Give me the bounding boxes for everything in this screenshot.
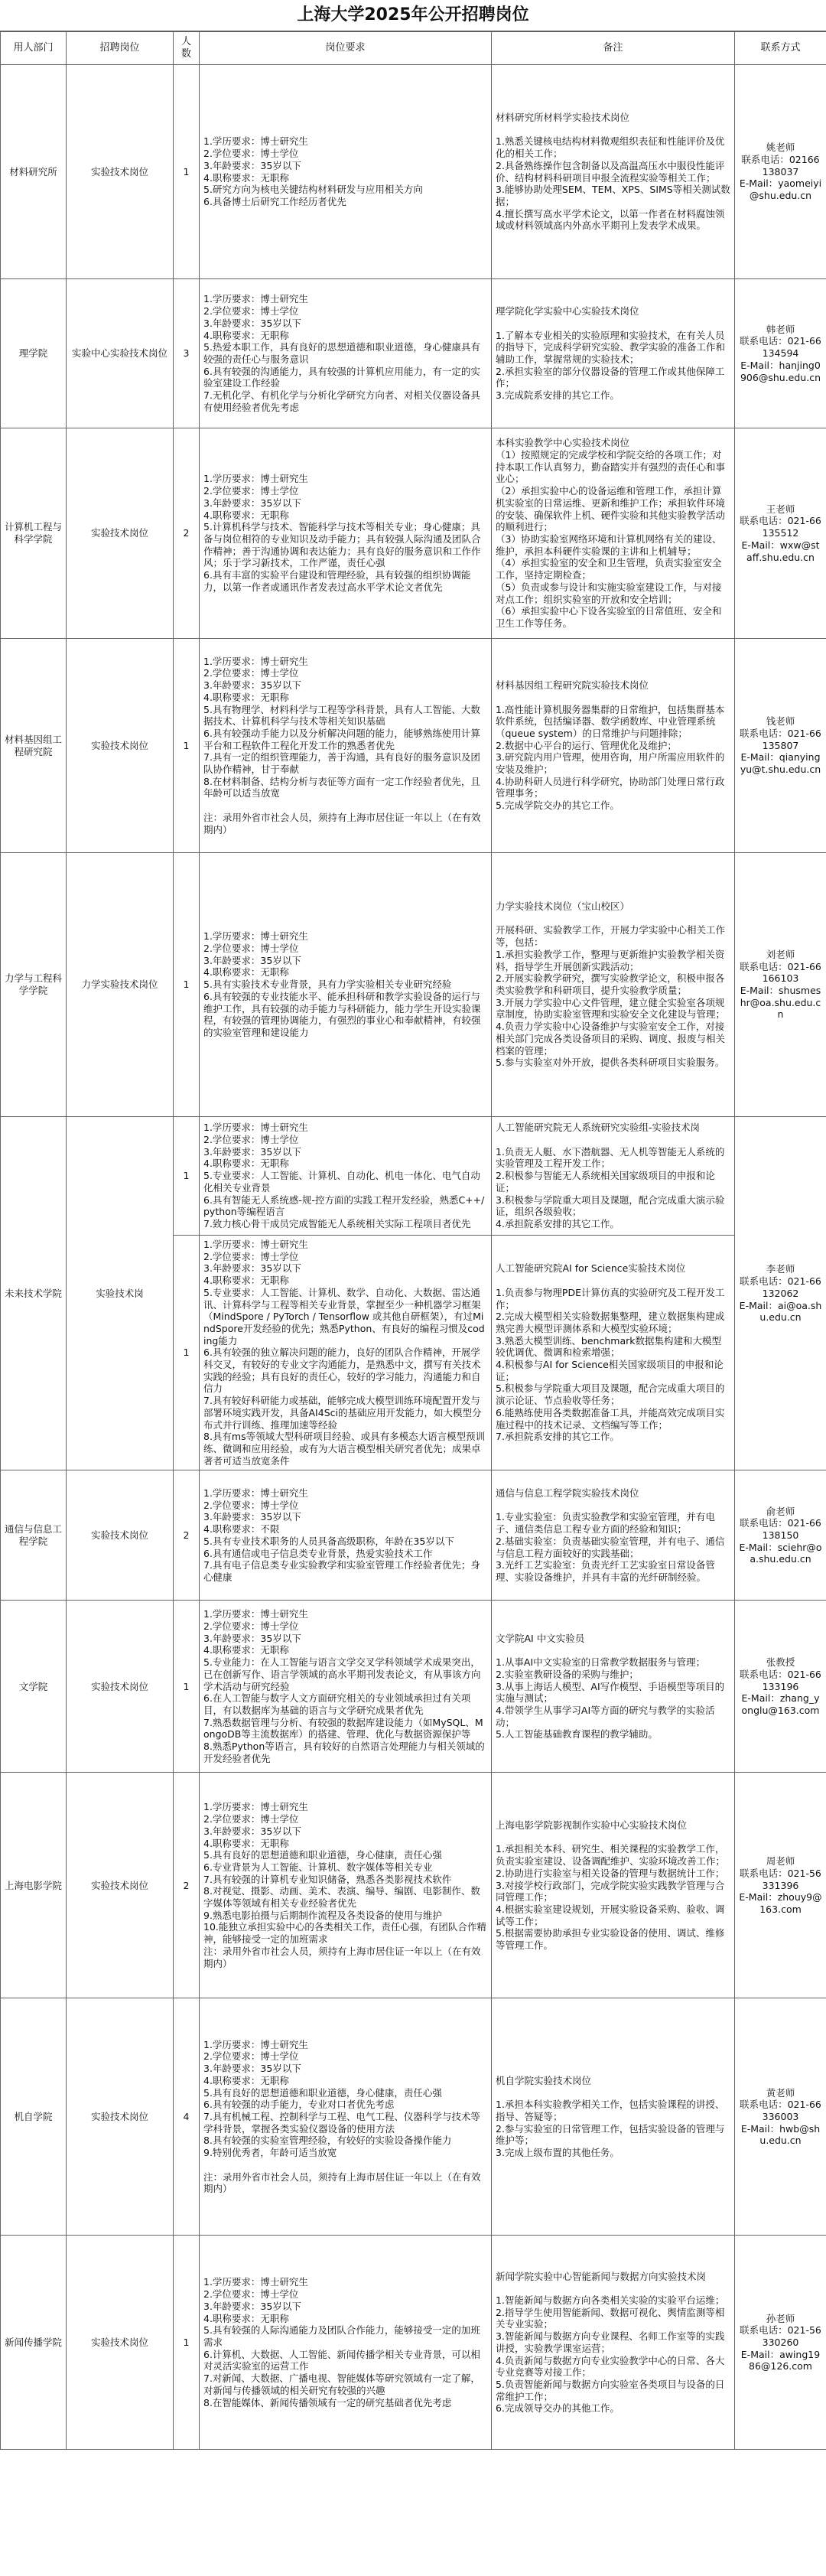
note-line: 人工智能研究院无人系统研究实验组-实验技术岗 — [496, 1122, 701, 1134]
requirement-line: 2.学位要求：博士学位 — [203, 667, 299, 679]
cell-notes — [492, 639, 735, 853]
note-line: （4）承担实验室的安全和卫生管理，负责实验室安全工作，坚持定期检查； — [496, 557, 722, 581]
note-line: 机自学院实验技术岗位 — [496, 2074, 592, 2086]
requirement-line: 3.年龄要求：35岁以下 — [203, 1145, 301, 1158]
note-line: 3.研究院内用户管理，使用咨询，用户所需应用软件的安装及维护； — [496, 751, 725, 776]
table-row — [1, 1601, 826, 1773]
requirement-line: 7.具有较强的计算机专业知识储备，熟悉各类影视技术软件 — [203, 1873, 452, 1885]
cell-requirements — [200, 65, 492, 279]
note-line: （2）承担实验中心的设备运维和管理工作，承担计算机实验室的日常运维、更新和维护工作；承担软件环境的安装、确保软件上机、硬件实验和其他实验教学活动的顺利进行； — [496, 485, 726, 533]
requirement-line: 5.计算机科学与技术、智能科学与技术等相关专业；身心健康；具备与岗位相符的专业知识及动手能力；具有较强人际沟通及团队合作精神；善于沟通协调和表达能力；具有良好的服务意识和工作作风；乐于学习新技术，工作严谨，责任心强 — [203, 521, 481, 569]
cell-notes — [492, 1470, 735, 1601]
note-line: 5.完成学院交办的其它工作。 — [496, 800, 620, 812]
cell-requirements — [200, 428, 492, 639]
contact-line: 联系电话：021-66133196 — [740, 1668, 821, 1692]
requirement-line: 2.学位要求：博士学位 — [203, 1250, 299, 1262]
note-line — [496, 1134, 730, 1146]
requirement-line: 7.具有机械工程、控制科学与工程、电气工程、仪器科学与技术等学科背景，掌握各类实验仪器设备的使用方法 — [203, 2111, 480, 2135]
requirement-line: 1.学历要求：博士研究生 — [203, 930, 308, 943]
contact-line: 联系电话：021-66138150 — [740, 1517, 821, 1541]
note-line: 4.积极参与AI for Science相关国家级项目的申报和论证； — [496, 1359, 724, 1382]
contact-line: E-Mail：sciehr@oa.shu.edu.cn — [739, 1541, 822, 1565]
cell-num: 2 — [174, 1470, 200, 1601]
note-line: 1.负责无人艇、水下潜航器、无人机等智能无人系统的实验管理及工程开发工作； — [496, 1145, 725, 1170]
header-dept: 用人部门 — [1, 32, 67, 65]
cell-dept: 材料研究所 — [1, 65, 67, 279]
contact-line: E-Mail：zhouy9@163.com — [739, 1891, 822, 1915]
note-line: 1.专业实验室：负责实验教学和实验室管理，并有电子、通信类信息工程专业方面的经验和知识； — [496, 1511, 715, 1536]
requirement-line: 1.学历要求：博士研究生 — [203, 1239, 308, 1250]
cell-requirements — [200, 1601, 492, 1773]
requirement-line: 1.学历要求：博士研究生 — [203, 1487, 308, 1500]
cell-contact — [735, 279, 826, 428]
note-line: 5.参与实验室对外开放，提供各类科研项目实验服务。 — [496, 1057, 725, 1069]
note-line: 4.擅长撰写高水平学术论文，以第一作者在材料腐蚀领域或材料领域高内外高水平期刊上发表学术成果。 — [496, 207, 725, 232]
requirement-line: 2.学位要求：博士学位 — [203, 943, 299, 955]
note-line — [496, 1644, 730, 1656]
requirement-line: 2.学位要求：博士学位 — [203, 1499, 299, 1511]
cell-requirements — [200, 1470, 492, 1601]
note-line: 人工智能研究院AI for Science实验技术岗位 — [496, 1262, 686, 1275]
requirement-line: 9.熟悉电影拍摄与后期制作流程及各类设备的使用与维护 — [203, 1909, 442, 1921]
cell-dept: 通信与信息工程学院 — [1, 1470, 67, 1601]
note-line: 通信与信息工程学院实验技术岗位 — [496, 1487, 639, 1500]
recruitment-table — [0, 31, 826, 2450]
note-line: 1.负责参与物理PDE计算仿真的实验研究及工程开发工作； — [496, 1286, 725, 1311]
requirement-line: 6.具有较强的沟通能力，具有较强的计算机应用能力，有一定的实验室建设工作经验 — [203, 365, 480, 389]
requirement-line: 3.年龄要求：35岁以下 — [203, 317, 301, 329]
header-contact: 联系方式 — [735, 32, 826, 65]
table-row — [1, 853, 826, 1117]
contact-line: 俞老师 — [766, 1505, 795, 1517]
requirement-line: 4.职称要求：无职称 — [203, 1837, 289, 1849]
note-line — [496, 913, 730, 925]
requirement-line: 4.职称要求：无职称 — [203, 966, 289, 979]
note-line: 2.承担实验室的部分仪器设备的管理工作或其他保障工作； — [496, 365, 725, 389]
requirement-line: 1.学历要求：博士研究生 — [203, 1122, 308, 1134]
note-line: 4.根据实验室建设规划，开展实验设备采购、验收、调试等工作； — [496, 1903, 725, 1927]
note-line: 材料研究所材料学实验技术岗位 — [496, 111, 630, 123]
requirement-line: 1.学历要求：博士研究生 — [203, 1801, 308, 1813]
cell-num: 1 — [174, 853, 200, 1117]
cell-notes — [492, 1236, 735, 1470]
note-line: 5.负责智能新闻与数据方向实验室各类项目与设备的日常维护工作； — [496, 2378, 725, 2402]
contact-line: 联系电话：021-56331396 — [740, 1867, 821, 1891]
requirement-line: 3.年龄要求：35岁以下 — [203, 954, 301, 966]
requirement-line: 4.职称要求：无职称 — [203, 1644, 289, 1656]
requirement-line: 3.年龄要求：35岁以下 — [203, 1262, 301, 1275]
cell-notes — [492, 279, 735, 428]
header-notes: 备注 — [492, 32, 735, 65]
cell-post: 实验技术岗位 — [67, 1601, 174, 1773]
table-row — [1, 1773, 826, 1998]
contact-line: 刘老师 — [766, 948, 795, 960]
contact-line: 孙老师 — [766, 2312, 795, 2324]
cell-dept: 未来技术学院 — [1, 1117, 67, 1470]
cell-requirements — [200, 279, 492, 428]
cell-dept: 力学与工程科学学院 — [1, 853, 67, 1117]
contact-line: 张教授 — [766, 1656, 795, 1669]
requirement-line: 4.职称要求：无职称 — [203, 509, 289, 521]
contact-line: 姚老师 — [766, 142, 795, 154]
requirement-line: 3.年龄要求：35岁以下 — [203, 1825, 301, 1837]
requirement-line: 7.致力核心骨干成员完成智能无人系统相关实际工程项目者优先 — [203, 1217, 471, 1229]
note-line: 3.从事上海话人模型、AI写作模型、手语模型等项目的实施与测试； — [496, 1680, 725, 1705]
note-line: （3）协助实验室网络环境和计算机网络有关的建设、维护，承担本科硬件实验课的主讲和上机辅导； — [496, 533, 722, 557]
cell-dept: 机自学院 — [1, 1998, 67, 2236]
cell-dept: 计算机工程与科学学院 — [1, 428, 67, 639]
note-line: 3.对接学校行政部门，完成学院实验实践教学管理与合同管理工作； — [496, 1879, 725, 1904]
contact-line: 钱老师 — [766, 715, 795, 728]
note-line: 力学实验技术岗位（宝山校区） — [496, 900, 630, 913]
note-line: 1.承担实验教学工作，整理与更新维护实验教学相关资料，指导学生开展创新实践活动； — [496, 948, 725, 972]
cell-requirements — [200, 1236, 492, 1470]
note-line: 1.了解本专业相关的实验原理和实验技术，在有关人员的指导下，完成科学研究实验、教学实验的准备工作和辅助工作，掌握常规的实验技术； — [496, 329, 726, 365]
note-line: 3.积极参与学院重大项目及课题，配合完成重大演示验证，组织各级验收； — [496, 1194, 725, 1218]
requirement-line: 7.具有较好科研能力或基础，能够完成大模型训练环境配置开发与部署环境实践开发，具备AI4Sci的基础应用开发能力，如大模型分布式并行训练、推理加速等经验 — [203, 1395, 482, 1431]
requirement-line: 注：录用外省市社会人员，须持有上海市居住证一年以上（在有效期内） — [203, 811, 481, 835]
requirement-line: 1.学历要求：博士研究生 — [203, 1608, 308, 1620]
cell-num: 1 — [174, 639, 200, 853]
requirement-line: 8.具有较强的实验室管理经验，有较好的实验设备操作能力 — [203, 2135, 452, 2147]
note-line: 4.负责新闻与数据方向专业实验教学中心的日常、各大专业竞赛等对接工作； — [496, 2354, 725, 2379]
contact-line: 联系电话：021-66336003 — [740, 2099, 821, 2122]
table-row — [1, 1117, 826, 1236]
contact-line: E-Mail：wxw@staff.shu.edu.cn — [741, 539, 820, 563]
requirement-line: 4.职称要求：无职称 — [203, 1275, 289, 1287]
note-line: 2.协助进行实验室与相关设备的管理与数据统计工作； — [496, 1867, 725, 1879]
cell-num: 4 — [174, 1998, 200, 2236]
requirement-line: 4.职称要求：无职称 — [203, 1158, 289, 1170]
note-line: 2.开展实验教学研究，撰写实验教学论文，积极申报各类实验教学和科研项目，提升实验教学质量； — [496, 972, 725, 996]
requirement-line: 2.学位要求：博士学位 — [203, 1620, 299, 1632]
cell-dept: 新闻传播学院 — [1, 2236, 67, 2450]
requirement-line: 3.年龄要求：35岁以下 — [203, 159, 301, 171]
note-line: 2.基础实验室：负责基础实验室管理，并有电子、通信与信息工程方面较好的实践基础； — [496, 1535, 725, 1559]
note-line: 1.承担本科实验教学相关工作，包括实验课程的讲授、指导、答疑等； — [496, 2099, 725, 2122]
requirement-line: 6.在人工智能与数字人文方面研究相关的专业领域承担过有关项目，有以数据库为基础的语言与文学研究成果者优先 — [203, 1692, 471, 1716]
requirement-line: 6.具有较强的专业技能水平、能承担科研和教学实验设备的运行与维护工作，具有较强的动手能力与科研能力，能力学生开设实验课程，有较强的管理协调能力，有强烈的事业心和奉献精神，有较强的实验室管理和建设能力 — [203, 990, 481, 1038]
cell-notes — [492, 1998, 735, 2236]
contact-line: 联系电话：021-66135807 — [740, 727, 821, 751]
requirement-line: 3.年龄要求：35岁以下 — [203, 679, 301, 692]
requirement-line: 2.学位要求：博士学位 — [203, 485, 299, 497]
note-line: 3.完成院系安排的其它工作。 — [496, 389, 620, 402]
note-line: 1.高性能计算机服务器集群的日常维护，包括集群基本软件系统，包括编译器、数学函数库、中业管理系统（queue system）的日常维护与问题排除； — [496, 703, 725, 739]
cell-num: 1 — [174, 1236, 200, 1470]
cell-num: 3 — [174, 279, 200, 428]
cell-num: 1 — [174, 2236, 200, 2450]
contact-line: 联系电话：021-66166103 — [740, 960, 821, 985]
requirement-line: 2.学位要求：博士学位 — [203, 148, 299, 160]
contact-line: 联系电话：021-56330260 — [740, 2324, 821, 2348]
cell-notes — [492, 428, 735, 639]
requirement-line: 8.具有ms等领域大型科研项目经验、或具有多模态大语言模型预训练、微调和应用经验，或有为大语言模型相关研究者优先；成果卓著者可适当放宽条件 — [203, 1431, 486, 1467]
note-line: 3.智能新闻与数据方向专业课程、名师工作室等的实践讲授，实验教学课室运营； — [496, 2330, 725, 2354]
requirement-line: 8.对视觉、摄影、动画、美术、表演、编导、编剧、电影制作、数字媒体等领域有相关专业经验者优先 — [203, 1885, 480, 1910]
note-line: 7.承担院系安排的其它工作。 — [496, 1431, 620, 1443]
requirement-line: 1.学历要求：博士研究生 — [203, 655, 308, 667]
requirement-line: 8.熟悉Python等语言，具有较好的自然语言处理能力与相关领域的开发经验者优先 — [203, 1741, 485, 1764]
cell-requirements — [200, 853, 492, 1117]
contact-line: E-Mail：shusmeshr@oa.shu.edu.cn — [740, 985, 821, 1021]
note-line — [496, 1832, 730, 1844]
requirement-line: 4.职称要求：无职称 — [203, 2312, 289, 2324]
requirement-line: 注：录用外省市社会人员，须持有上海市居住证一年以上（在有效期内） — [203, 2171, 481, 2195]
contact-line: E-Mail：hanjing0906@shu.edu.cn — [740, 359, 821, 383]
note-line: 2.积极参与智能无人系统相关国家级项目的申报和论证； — [496, 1170, 715, 1194]
requirement-line: 5.具有专业技术职务的人员具备高级职称，年龄在35岁以下 — [203, 1535, 454, 1547]
requirement-line: 5.专业要求：人工智能、计算机、数学、自动化、大数据、雷达通讯、计算科学与工程等相关专业背景，掌握至少一种机器学习框架（MindSpore / PyTorch / Tensorflow 或其他自研框架），有过MindSpore开发经验的优先；熟悉Python、有良好的编程习惯及coding能力 — [203, 1286, 485, 1347]
cell-post: 实验技术岗位 — [67, 2236, 174, 2450]
requirement-line: 5.具有良好的思想道德和职业道德，身心健康，责任心强 — [203, 1849, 442, 1861]
header-num: 人数 — [174, 32, 200, 65]
note-line — [496, 124, 730, 136]
contact-line: 联系电话：021-66134594 — [740, 335, 821, 360]
requirement-line: 4.职称要求：无职称 — [203, 329, 289, 341]
note-line — [496, 1500, 730, 1512]
cell-contact — [735, 1117, 826, 1470]
requirement-line: 5.研究方向为核电关键结构材料研发与应用相关方向 — [203, 184, 423, 196]
requirement-line: 6.具有较强的独立解决问题的能力，良好的团队合作精神，开展学科交叉，有较好的专业文字沟通能力，是熟悉中文，撰写有关技术实践的经验；具有良好的责任心，较好的学习能力，沟通能力和自信力 — [203, 1347, 481, 1395]
note-line: 2.数据中心平台的运行、管理优化及维护； — [496, 739, 677, 751]
requirement-line: 1.学历要求：博士研究生 — [203, 473, 308, 485]
cell-num: 1 — [174, 65, 200, 279]
note-line: 3.光纤工艺实验室：负责光纤工艺实验室日常设备管理、实验设备维护，并具有丰富的光纤研制经验。 — [496, 1559, 715, 1583]
cell-num: 1 — [174, 1117, 200, 1236]
requirement-line: 2.学位要求：博士学位 — [203, 1134, 299, 1146]
requirement-line: 8.在智能媒体、新闻传播领域有一定的研究基础者优先考虑 — [203, 2396, 452, 2408]
cell-contact — [735, 1998, 826, 2236]
requirement-line: 7.具有电子信息类专业实验教学和实验室管理工作经验者优先；身心健康 — [203, 1559, 480, 1583]
note-line: 材料基因组工程研究院实验技术岗位 — [496, 679, 649, 692]
cell-requirements — [200, 639, 492, 853]
requirement-line: 4.职称要求：无职称 — [203, 171, 289, 184]
cell-requirements — [200, 2236, 492, 2450]
note-line: 4.协助科研人员进行科学研究，协助部门处理日常行政管理事务； — [496, 775, 725, 800]
cell-notes — [492, 1117, 735, 1236]
requirement-line: 2.学位要求：博士学位 — [203, 2288, 299, 2301]
note-line: 2.完成大模型相关实验数据集整理，建立数据集构建成熟完善大模型评测体系和大模型实验环境； — [496, 1311, 725, 1334]
requirement-line: 5.热爱本职工作，具有良好的思想道德和职业道德，身心健康具有较强的责任心与服务意识 — [203, 341, 480, 365]
cell-contact — [735, 428, 826, 639]
contact-line: E-Mail：awing1986@126.com — [740, 2348, 821, 2372]
requirement-line: 3.年龄要求：35岁以下 — [203, 1511, 301, 1523]
cell-post: 实验技术岗位 — [67, 1773, 174, 1998]
note-line: 5.积极参与学院重大项目及课题，配合完成重大项目的演示论证、节点验收等任务； — [496, 1382, 725, 1407]
cell-post: 实验技术岗位 — [67, 639, 174, 853]
note-line: 1.智能新闻与数据方向各类相关实验的实验平台运维； — [496, 2294, 725, 2307]
cell-dept: 理学院 — [1, 279, 67, 428]
requirement-line: 7.熟悉数据管理与分析、有较强的数据库建设能力（如MySQL、MongoDB等主流数据库）的搭建、管理、优化与数据资源保护等 — [203, 1716, 483, 1741]
requirement-line: 5.专业要求：人工智能、计算机、自动化、机电一体化、电气自动化相关专业背景 — [203, 1170, 480, 1194]
contact-line: 周老师 — [766, 1855, 795, 1868]
contact-line: E-Mail：qianyingyu@t.shu.edu.cn — [740, 751, 821, 776]
requirement-line: 3.年龄要求：35岁以下 — [203, 2300, 301, 2312]
cell-post: 实验技术岗位 — [67, 65, 174, 279]
cell-post: 实验技术岗位 — [67, 1998, 174, 2236]
requirement-line: 9.特别优秀者，年龄可适当放宽 — [203, 2147, 337, 2159]
requirement-line: 7.具有一定的组织管理能力，善于沟通，具有良好的服务意识及团队协作精神，甘于奉献 — [203, 751, 480, 776]
contact-line: 王老师 — [766, 503, 795, 515]
requirement-line: 1.学历要求：博士研究生 — [203, 2276, 308, 2288]
contact-line: E-Mail：ai@oa.shu.edu.cn — [739, 1299, 822, 1324]
cell-post: 实验技术岗位 — [67, 428, 174, 639]
requirement-line: 6.具有较强的动手能力，专业对口者优先考虑 — [203, 2099, 395, 2111]
requirement-line: 4.职称要求：无职称 — [203, 2074, 289, 2086]
table-row — [1, 65, 826, 279]
header-post: 招聘岗位 — [67, 32, 174, 65]
requirement-line: 3.年龄要求：35岁以下 — [203, 497, 301, 509]
note-line: 本科实验教学中心实验技术岗位 — [496, 437, 630, 449]
requirement-line: 1.学历要求：博士研究生 — [203, 2038, 308, 2050]
requirement-line: 2.学位要求：博士学位 — [203, 2050, 299, 2063]
note-line: 3.能够协助处理SEM、TEM、XPS、SIMS等相关测试数据； — [496, 184, 730, 207]
cell-num: 2 — [174, 1773, 200, 1998]
note-line: 3.开展力学实验中心文件管理，建立健全实验室各项规章制度，协助实验室管理和实验安全文化建设与管理； — [496, 996, 726, 1021]
requirement-line: 6.具有智能无人系统感-规-控方面的实践工程开发经验，熟悉C++/python等编程语言 — [203, 1194, 485, 1218]
requirement-line: 5.具有实验技术专业背景，具有力学实验相关专业研究经验 — [203, 979, 452, 991]
note-line: 4.承担院系安排的其它工作。 — [496, 1217, 620, 1229]
requirement-line: 1.学历要求：博士研究生 — [203, 293, 308, 305]
note-line: 2.指导学生使用智能新闻、数据可视化、舆情监测等相关专业实验； — [496, 2306, 725, 2330]
note-line: 6.完成领导交办的其他工作。 — [496, 2402, 620, 2415]
requirement-line: 注：录用外省市社会人员，须持有上海市居住证一年以上（在有效期内） — [203, 1945, 481, 1969]
cell-requirements — [200, 1773, 492, 1998]
requirement-line: 7.对新闻、大数据、广播电视、智能媒体等研究领域有一定了解，对新闻与传播领域的相关研究有较强的兴趣 — [203, 2372, 480, 2396]
cell-contact — [735, 853, 826, 1117]
note-line: 1.熟悉关键核电结构材料微观组织表征和性能评价及优化的相关工作； — [496, 135, 725, 160]
contact-line: E-Mail：hwb@shu.edu.cn — [740, 2122, 821, 2147]
cell-dept: 上海电影学院 — [1, 1773, 67, 1998]
note-line: 2.实验室教研设备的采购与维护； — [496, 1668, 639, 1680]
page-title: 上海大学2025年公开招聘岗位 — [0, 0, 826, 31]
requirement-line: 6.具备博士后研究工作经历者优先 — [203, 195, 346, 207]
note-line: 6.能熟练使用各类数据准备工具，并能高效完成项目实施过程中的技术记录、文档编写等工作； — [496, 1406, 725, 1431]
cell-requirements — [200, 1117, 492, 1236]
requirement-line: 7.无机化学、有机化学与分析化学研究方向者、对相关仪器设备具有使用经验者优先考虑 — [203, 389, 480, 413]
requirement-line: 3.年龄要求：35岁以下 — [203, 1632, 301, 1644]
requirement-line: 6.具有丰富的实验平台建设和管理经验，具有较强的组织协调能力，以第一作者或通讯作者发表过高水平学术论文者优先 — [203, 569, 471, 593]
note-line: 3.完成上级布置的其他任务。 — [496, 2147, 620, 2159]
header-row — [1, 32, 826, 65]
note-line: （1）按照规定的完成学校和学院交给的各项工作；对持本职工作认真努力，勤奋踏实并有强烈的责任心和事业心； — [496, 449, 726, 485]
note-line: （6）承担实验中心下设各实验室的日常值班、安全和卫生工作等任务。 — [496, 605, 722, 629]
cell-num: 2 — [174, 428, 200, 639]
note-line: 理学院化学实验中心实验技术岗位 — [496, 305, 639, 318]
table-body — [1, 65, 826, 2450]
requirement-line: 8.在材料制备、结构分析与表征等方面有一定工作经验者优先，且年龄可以适当放宽 — [203, 775, 480, 800]
table-row — [1, 1470, 826, 1601]
cell-post: 实验技术岗 — [67, 1117, 174, 1470]
cell-dept: 材料基因组工程研究院 — [1, 639, 67, 853]
note-line: 2.参与实验室的日常管理工作，包括实验设备的管理与维护等； — [496, 2122, 725, 2147]
note-line — [496, 1275, 730, 1287]
cell-post: 力学实验技术岗位 — [67, 853, 174, 1117]
table-row — [1, 428, 826, 639]
requirement-line: 1.学历要求：博士研究生 — [203, 135, 308, 148]
cell-notes — [492, 1601, 735, 1773]
note-line — [496, 318, 730, 330]
cell-contact — [735, 65, 826, 279]
note-line — [496, 692, 730, 704]
contact-line: E-Mail：zhang_yonglu@163.com — [741, 1692, 820, 1716]
contact-line: E-Mail：yaomeiyi@shu.edu.cn — [739, 177, 822, 202]
contact-line: 联系电话：021-66132062 — [740, 1275, 821, 1299]
requirement-line: 6.具有通信或电子信息类专业背景，热爱实验技术工作 — [203, 1547, 433, 1559]
note-line: 5.人工智能基础教育课程的教学辅助。 — [496, 1728, 658, 1741]
note-line: 1.承担相关本科、研究生、相关课程的实验教学工作，负责实验室建设、设备调配维护、实验环境改善工作； — [496, 1843, 726, 1868]
table-row — [1, 2236, 826, 2450]
cell-contact — [735, 1470, 826, 1601]
contact-line: 韩老师 — [766, 323, 795, 335]
note-line — [496, 2282, 730, 2294]
cell-post: 实验技术岗位 — [67, 1470, 174, 1601]
note-line: 新闻学院实验中心智能新闻与数据方向实验技术岗 — [496, 2270, 707, 2282]
contact-line: 联系电话：021-66135512 — [740, 515, 821, 539]
table-row — [1, 279, 826, 428]
note-line: 上海电影学院影视制作实验中心实验技术岗位 — [496, 1819, 688, 1831]
note-line: 3.熟悉大模型训练、benchmark数据集构建和大模型较优调优、微调和检索增强； — [496, 1334, 721, 1359]
note-line: 1.从事AI中文实验室的日常教学数据服务与管理； — [496, 1656, 706, 1669]
requirement-line: 4.职称要求：无职称 — [203, 691, 289, 703]
note-line: 5.根据需要协助承担专业实验设备的使用、调试、维修等管理工作。 — [496, 1927, 725, 1952]
note-line: 文学院AI 中文实验员 — [496, 1632, 585, 1644]
contact-line: 联系电话：02166138037 — [741, 153, 820, 177]
cell-contact — [735, 2236, 826, 2450]
requirement-line: 5.专业能力：在人工智能与语言文学交叉学科领域学术成果突出，已在创新写作、语言学领域的高水平期刊发表论文，有从事该方向学术活动与研究经验 — [203, 1656, 481, 1692]
requirement-line: 6.专业背景为人工智能、计算机、数字媒体等相关专业 — [203, 1861, 433, 1873]
header-requirements: 岗位要求 — [200, 32, 492, 65]
requirement-line: 5.具有良好的思想道德和职业道德，身心健康，责任心强 — [203, 2086, 442, 2099]
note-line — [496, 2087, 730, 2099]
requirement-line: 5.具有物理学、材料科学与工程等学科背景，具有人工智能、大数据技术、计算机科学与技术等相关知识基础 — [203, 703, 480, 728]
cell-notes — [492, 65, 735, 279]
cell-notes — [492, 853, 735, 1117]
requirement-line — [203, 2159, 487, 2171]
table-row — [1, 1998, 826, 2236]
cell-notes — [492, 2236, 735, 2450]
note-line: 4.带领学生从事学习AI等方面的研究与教学的实验活动； — [496, 1704, 715, 1728]
requirement-line: 5.具有较强的人际沟通能力及团队合作能力，能够接受一定的加班需求 — [203, 2324, 480, 2348]
cell-num: 1 — [174, 1601, 200, 1773]
requirement-line: 10.能独立承担实验中心的各类相关工作，责任心强，有团队合作精神，能够接受一定的加班需求 — [203, 1921, 486, 1946]
requirement-line: 2.学位要求：博士学位 — [203, 305, 299, 318]
requirement-line: 2.学位要求：博士学位 — [203, 1813, 299, 1825]
contact-line: 李老师 — [766, 1263, 795, 1275]
note-line: 4.负责力学实验中心设备维护与实验室安全工作，对接相关部门完成各类设备项目的采购、调度、报废与相关档案的管理； — [496, 1021, 726, 1057]
requirement-line: 4.职称要求：不限 — [203, 1523, 280, 1536]
cell-contact — [735, 1601, 826, 1773]
requirement-line — [203, 800, 487, 812]
cell-post: 实验中心实验技术岗位 — [67, 279, 174, 428]
note-line: （5）负责或参与设计和实施实验室建设工作，与对接对点工作；组织实验室的开放和安全培训； — [496, 581, 722, 605]
contact-line: 黄老师 — [766, 2086, 795, 2099]
note-line: 2.具备熟练操作包含制备以及高温高压水中服役性能评价、结构材料科研项目申报全流程实验等相关工作； — [496, 159, 725, 184]
cell-dept: 文学院 — [1, 1601, 67, 1773]
requirement-line: 3.年龄要求：35岁以下 — [203, 2063, 301, 2075]
requirement-line: 6.计算机、大数据、人工智能、新闻传播学相关专业背景，可以相对灵活实验室的运营工作 — [203, 2348, 480, 2372]
cell-requirements — [200, 1998, 492, 2236]
cell-contact — [735, 1773, 826, 1998]
table-row — [1, 639, 826, 853]
note-line: 开展科研、实验教学工作，开展力学实验中心相关工作等，包括： — [496, 924, 726, 949]
requirement-line: 6.具有较强动手能力以及分析解决问题的能力，能够熟练使用计算平台和工程软件工程化开发工作的熟悉者优先 — [203, 727, 480, 751]
cell-contact — [735, 639, 826, 853]
cell-notes — [492, 1773, 735, 1998]
